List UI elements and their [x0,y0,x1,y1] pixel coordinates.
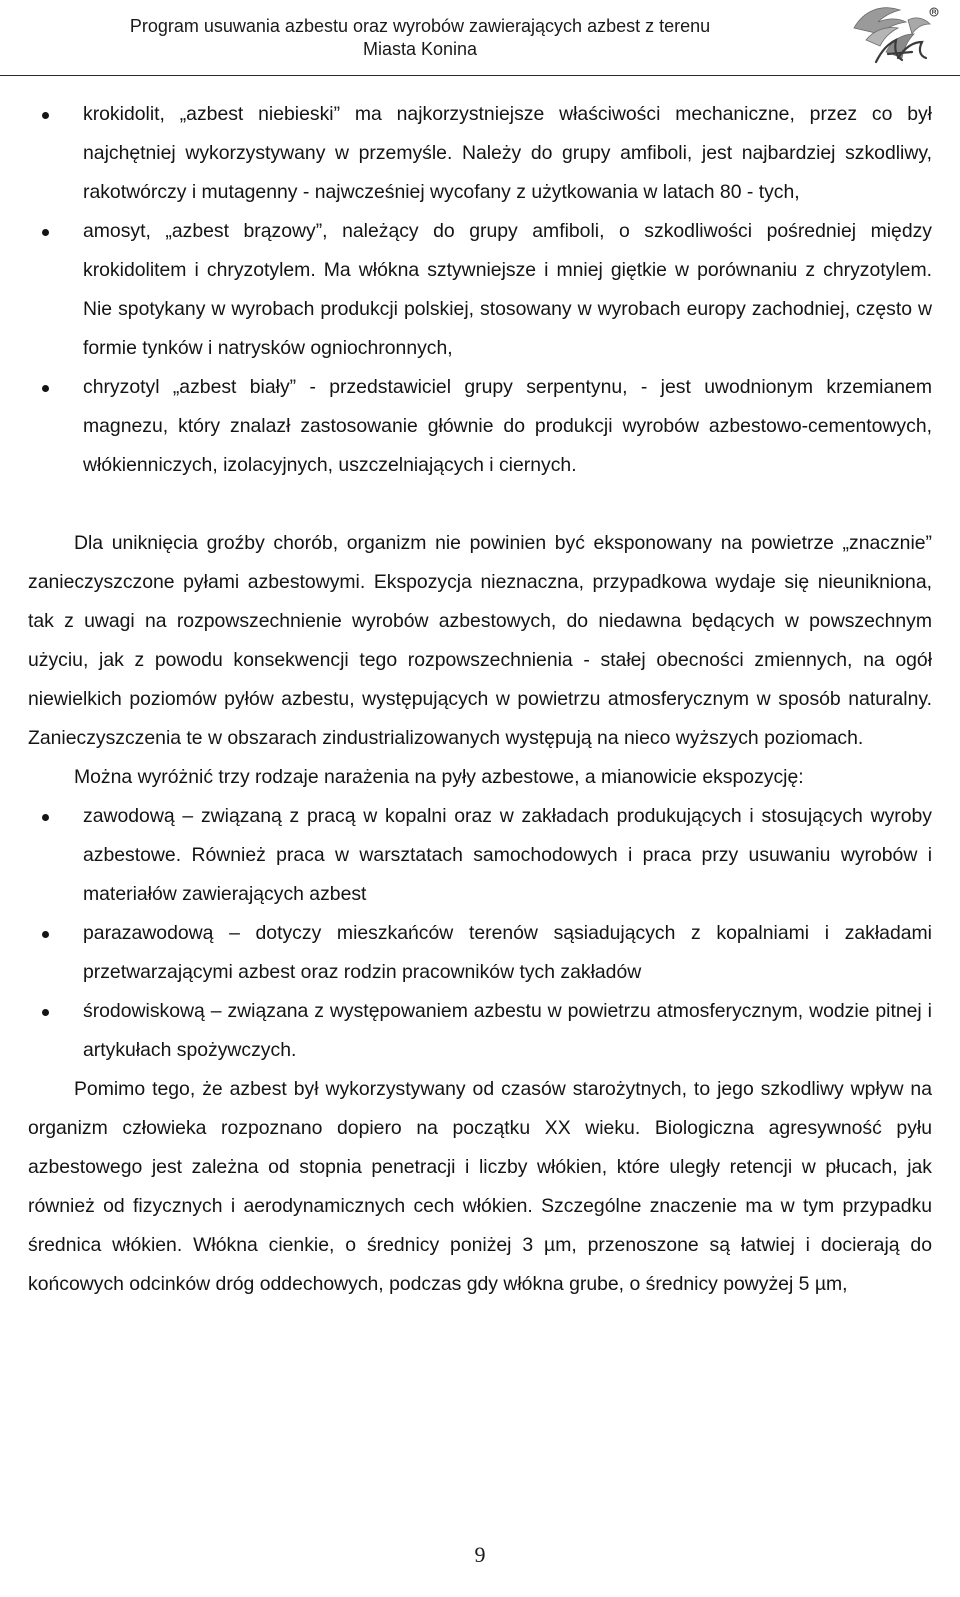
list-item-text: parazawodową – dotyczy mieszkańców terenów sąsiadujących z kopalniami i zakładami przetwarzającymi azbest oraz rodzin pracowników tych zakładów [83,922,932,983]
list-item-text: środowiskową – związana z występowaniem azbestu w powietrzu atmosferycznym, wodzie pitnej i artykułach spożywczych. [83,1000,932,1061]
exposure-types-list [28,797,932,1070]
list-item-text: amosyt, „azbest brązowy”, należący do grupy amfiboli, o szkodliwości pośredniej między krokidolitem i chryzotylem. Ma włókna sztywniejsze i mniej giętkie w porównaniu z chryzotylem. Nie spotykany w wyrobach produkcji polskiej, stosowany w wyrobach europy zachodniej, często w formie tynków i natrysków ogniochronnych, [83,220,932,359]
page-number: 9 [474,1542,486,1567]
list-item-text: zawodową – związaną z pracą w kopalni oraz w zakładach produkujących i stosujących wyroby azbestowe. Również praca w warsztatach samochodowych i praca przy usuwaniu wyrobów i materiałów zawierających azbest [83,805,932,905]
paragraph-spacer [28,485,932,524]
list-item [28,368,932,485]
bullet-icon [42,931,49,938]
paragraph: Pomimo tego, że azbest był wykorzystywany od czasów starożytnych, to jego szkodliwy wpływ na organizm człowieka rozpoznano dopiero na początku XX wieku. Biologiczna agresywność pyłu azbestowego jest zależna od stopnia penetracji i liczby włókien, które uległy retencji w płucach, jak również od fizycznych i aerodynamicznych cech włókien. Szczególne znaczenie ma w tym przypadku średnica włókien. Włókna cienkie, o średnicy poniżej 3 µm, przenoszone są łatwiej i docierają do końcowych odcinków dróg oddechowych, podczas gdy włókna grube, o średnicy powyżej 5 µm, [28,1078,932,1295]
header-title-line1: Program usuwania azbestu oraz wyrobów zawierających azbest z terenu [129,16,711,36]
paragraph: Można wyróżnić trzy rodzaje narażenia na pyły azbestowe, a mianowicie ekspozycję: [74,766,804,788]
list-item [28,992,932,1070]
bullet-icon [42,112,49,119]
list-item-text: chryzotyl „azbest biały” - przedstawiciel grupy serpentynu, - jest uwodnionym krzemianem magnezu, który znalazł zastosowanie głównie do produkcji wyrobów azbestowo-cementowych, włókienniczych, izolacyjnych, uszczelniających i ciernych. [83,376,932,476]
bullet-icon [42,385,49,392]
list-item [28,212,932,368]
document-body [28,95,932,1304]
bullet-icon [42,1009,49,1016]
header-title [30,15,810,61]
paragraph: Dla uniknięcia groźby chorób, organizm nie powinien być eksponowany na powietrze „znacznie” zanieczyszczone pyłami azbestowymi. Ekspozycja nieznaczna, przypadkowa wydaje się nieunikniona, tak z uwagi na rozpowszechnienie wyrobów azbestowych, do niedawna będących w powszechnym użyciu, jak z powodu konsekwencji tego rozpowszechnienia - stałej obecności zmiennych, na ogół niewielkich poziomów pyłów azbestu, występujących w powietrzu atmosferycznym w sposób naturalny. Zanieczyszczenia te w obszarach zindustrializowanych występują na nieco wyższych poziomach. [28,532,932,749]
list-item [28,95,932,212]
abrys-logo-icon [836,0,946,70]
bullet-icon [42,229,49,236]
header-divider [0,75,960,76]
asbestos-types-list [28,95,932,485]
bullet-icon [42,814,49,821]
list-item [28,797,932,914]
header-title-line2: Miasta Konina [362,39,478,59]
list-item-text: krokidolit, „azbest niebieski” ma najkorzystniejsze właściwości mechaniczne, przez co był najchętniej wykorzystywany w przemyśle. Należy do grupy amfiboli, jest najbardziej szkodliwy, rakotwórczy i mutagenny - najwcześniej wycofany z użytkowania w latach 80 - tych, [83,103,932,203]
page-header [0,0,960,76]
list-item [28,914,932,992]
